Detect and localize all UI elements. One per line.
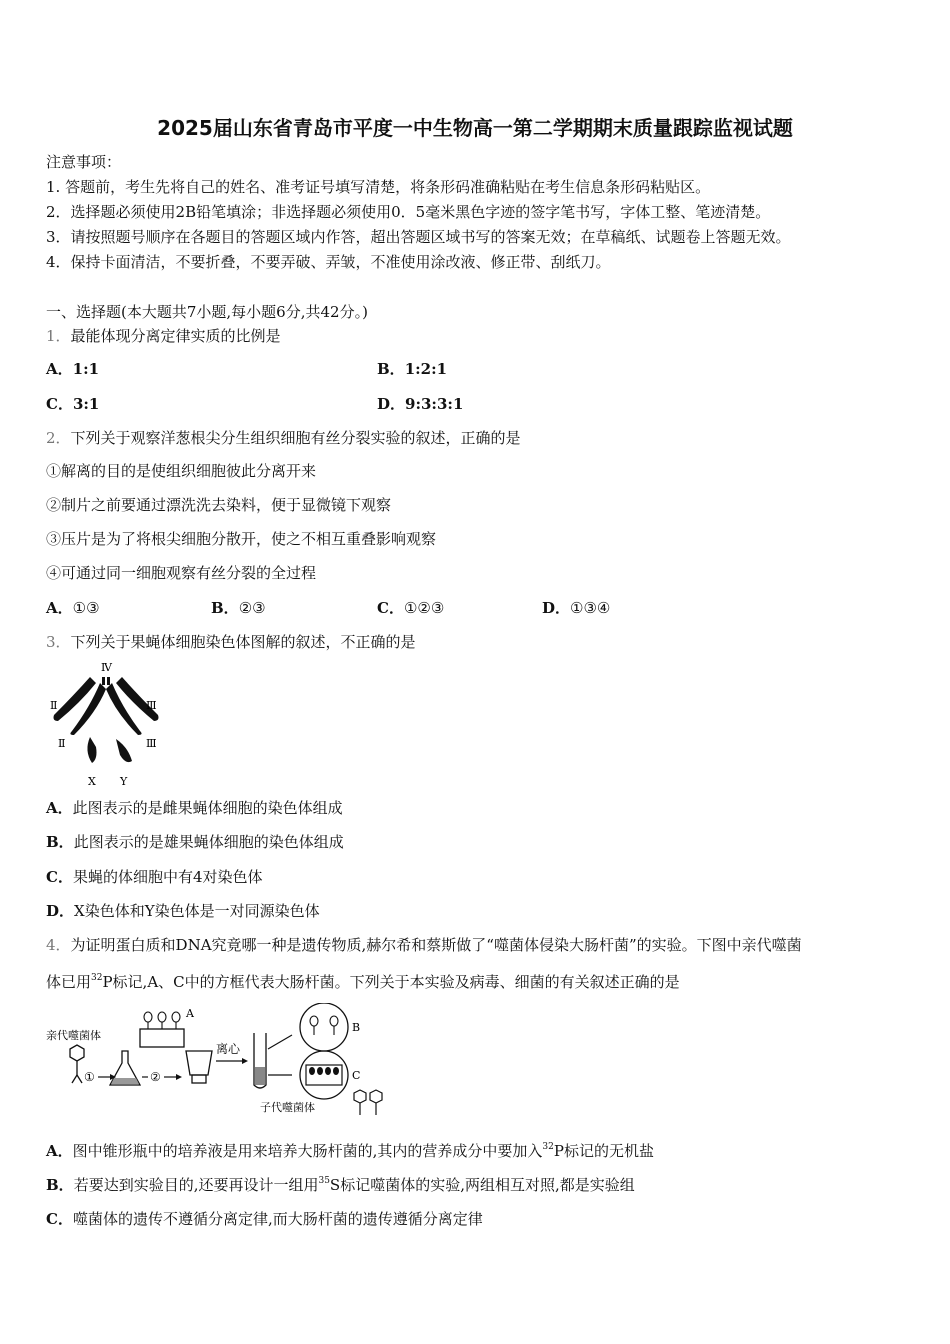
bacterium-a (140, 1029, 184, 1047)
label-c: C (352, 1069, 361, 1082)
label-ii: Ⅱ (50, 699, 58, 712)
question-2 (46, 427, 521, 449)
supernatant-b (300, 1003, 348, 1051)
q2-option-b[interactable]: B．②③ (211, 599, 266, 617)
label-ii: Ⅱ (58, 737, 66, 750)
question-number: 1． (46, 327, 71, 345)
question-stem: 为证明蛋白质和DNA究竟哪一种是遗传物质,赫尔希和蔡斯做了“噬菌体侵染大肠杆菌”的实验。下图中亲代噬菌 (70, 936, 802, 954)
notice-item: 4．保持卡面清洁，不要折叠，不要弄破、弄皱，不准使用涂改液、修正带、刮纸刀。 (46, 253, 611, 271)
phage-icon (309, 1067, 339, 1075)
label-y: Y (120, 775, 128, 788)
notice-item: 2．选择题必须使用2B铅笔填涂；非选择题必须使用0．5毫米黑色字迹的签字笔书写，字体工整、笔迹清楚。 (46, 203, 771, 221)
q2-statement: ②制片之前要通过漂洗洗去染料，便于显微镜下观察 (46, 496, 392, 514)
question-number: 4． (46, 936, 71, 954)
q2-option-c[interactable]: C．①②③ (377, 599, 445, 617)
label-x: X (88, 775, 96, 788)
flask-medium (111, 1078, 139, 1084)
q2-option-a[interactable]: A．①③ (46, 599, 100, 617)
question-stem: 最能体现分离定律实质的比例是 (70, 327, 281, 345)
q4-option-c[interactable]: C．噬菌体的遗传不遵循分离定律,而大肠杆菌的遗传遵循分离定律 (46, 1210, 483, 1228)
fly-chromosome-figure (46, 655, 176, 795)
page-title: 2025届山东省青岛市平度一中生物高一第二学期期末质量跟踪监视试题 (157, 116, 793, 140)
q4-option-a[interactable]: A．图中锥形瓶中的培养液是用来培养大肠杆菌的,其内的营养成分中要加入$^{32}$P标记的无机盐 (46, 1142, 654, 1160)
phage-experiment-figure (44, 1003, 404, 1123)
label-iv: Ⅳ (101, 661, 112, 674)
q2-statement: ③压片是为了将根尖细胞分散开，使之不相互重叠影响观察 (46, 530, 437, 548)
blender-icon (186, 1051, 212, 1075)
chromosome-x (87, 737, 96, 763)
precipitate-c (300, 1051, 348, 1099)
q2-statement: ④可通过同一细胞观察有丝分裂的全过程 (46, 564, 317, 582)
notice-item: 3．请按照题号顺序在各题目的答题区域内作答，超出答题区域书写的答案无效；在草稿纸、试题卷上答题无效。 (46, 228, 791, 246)
question-stem: 下列关于观察洋葱根尖分生组织细胞有丝分裂实验的叙述，正确的是 (70, 429, 521, 447)
label-b: B (352, 1021, 361, 1034)
pellet (255, 1067, 265, 1085)
centrifuge-label: 离心 (216, 1042, 241, 1056)
chromosome-iv-b (107, 677, 110, 685)
q3-option-b[interactable]: B．此图表示的是雄果蝇体细胞的染色体组成 (46, 833, 344, 851)
q3-option-c[interactable]: C．果蝇的体细胞中有4对染色体 (46, 868, 263, 886)
step-1-label: ① (84, 1070, 95, 1084)
notice-item: 1. 答题前，考生先将自己的姓名、准考证号填写清楚，将条形码准确粘贴在考生信息条形码粘贴区。 (46, 178, 711, 196)
question-number: 3． (46, 633, 71, 651)
phage-icon (144, 1012, 180, 1029)
question-1 (46, 325, 281, 347)
question-4-continued: 体已用$^{32}$P标记,A、C中的方框代表大肠杆菌。下列关于本实验及病毒、细菌的有关叙述正确的是 (46, 973, 680, 991)
q1-option-a[interactable]: A．1:1 (46, 360, 100, 378)
question-stem: 下列关于果蝇体细胞染色体图解的叙述，不正确的是 (70, 633, 416, 651)
phage-icon (310, 1016, 338, 1035)
q4-option-b[interactable]: B．若要达到实验目的,还要再设计一组用$^{35}$S标记噬菌体的实验,两组相互对照,都是实验组 (46, 1176, 635, 1194)
chromosome-iv-a (102, 677, 105, 685)
step-2-label: ② (150, 1070, 161, 1084)
label-a: A (186, 1007, 194, 1020)
q3-option-d[interactable]: D．X染色体和Y染色体是一对同源染色体 (46, 902, 320, 920)
q1-option-c[interactable]: C．3:1 (46, 395, 100, 413)
question-4 (46, 934, 802, 956)
question-number: 2． (46, 429, 71, 447)
question-3 (46, 631, 416, 653)
label-iii: Ⅲ (146, 699, 157, 712)
q1-option-b[interactable]: B．1:2:1 (377, 360, 448, 378)
q1-option-d[interactable]: D．9:3:3:1 (377, 395, 464, 413)
phage-icon (70, 1045, 84, 1083)
phage-icon (354, 1090, 382, 1115)
section-heading: 一、选择题(本大题共7小题,每小题6分,共42分。) (46, 303, 368, 321)
label-offspring-phage: 子代噬菌体 (260, 1101, 315, 1114)
notice-heading: 注意事项： (46, 153, 122, 171)
q2-option-d[interactable]: D．①③④ (542, 599, 611, 617)
q3-option-a[interactable]: A．此图表示的是雌果蝇体细胞的染色体组成 (46, 799, 343, 817)
label-parent-phage: 亲代噬菌体 (46, 1029, 101, 1042)
label-iii: Ⅲ (146, 737, 157, 750)
chromosome-y (116, 739, 132, 762)
q2-statement: ①解离的目的是使组织细胞彼此分离开来 (46, 462, 317, 480)
